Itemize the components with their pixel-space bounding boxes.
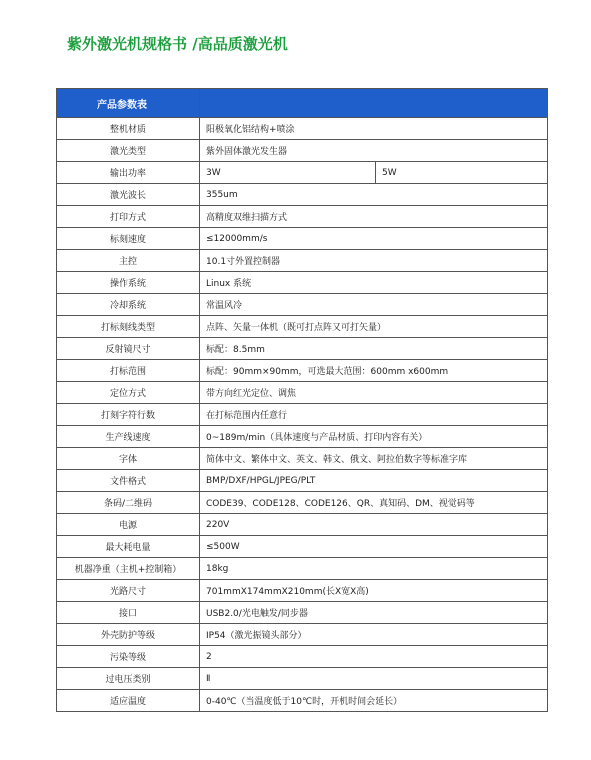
table-row [57,316,548,338]
row-label: 定位方式 [57,382,200,404]
table-row [57,118,548,140]
row-label: 激光类型 [57,140,200,162]
row-label: 接口 [57,602,200,624]
row-label: 反射镜尺寸 [57,338,200,360]
row-value: 阳极氧化铝结构+喷涂 [200,118,548,140]
row-label: 激光波长 [57,184,200,206]
row-label: 字体 [57,448,200,470]
row-value: 220V [200,514,548,536]
table-row [57,184,548,206]
table-row [57,448,548,470]
row-label: 整机材质 [57,118,200,140]
table-row [57,426,548,448]
row-label: 打印方式 [57,206,200,228]
table-row [57,668,548,690]
row-label: 过电压类别 [57,668,200,690]
table-row [57,228,548,250]
row-value: 3W [200,162,376,184]
table-header-row [57,89,548,118]
row-label: 条码/二维码 [57,492,200,514]
row-value: Linux 系统 [200,272,548,294]
row-value: 常温风冷 [200,294,548,316]
row-value: CODE39、CODE128、CODE126、QR、真知码、DM、视觉码等 [200,492,548,514]
row-value: USB2.0/光电触发/同步器 [200,602,548,624]
row-label: 打刻字符行数 [57,404,200,426]
row-value: 标配：90mm×90mm，可选最大范围：600mm x600mm [200,360,548,382]
row-label: 打标刻线类型 [57,316,200,338]
row-label: 标刻速度 [57,228,200,250]
row-label: 文件格式 [57,470,200,492]
row-value: 简体中文、繁体中文、英文、韩文、俄文、阿拉伯数字等标准字库 [200,448,548,470]
row-value-secondary: 5W [376,162,548,184]
row-label: 机器净重（主机+控制箱） [57,558,200,580]
table-row [57,140,548,162]
row-label: 操作系统 [57,272,200,294]
row-value: 18kg [200,558,548,580]
table-row [57,558,548,580]
row-label: 污染等级 [57,646,200,668]
table-row [57,338,548,360]
row-value: 紫外固体激光发生器 [200,140,548,162]
row-value: 701mmX174mmX210mm(长X宽X高) [200,580,548,602]
table-row [57,272,548,294]
table-header: 产品参数表 [57,89,200,118]
table-row [57,492,548,514]
table-row [57,404,548,426]
row-label: 电源 [57,514,200,536]
row-value: Ⅱ [200,668,548,690]
row-label: 打标范围 [57,360,200,382]
row-value: 点阵、矢量一体机（既可打点阵又可打矢量） [200,316,548,338]
row-value: 0~189m/min（具体速度与产品材质、打印内容有关） [200,426,548,448]
row-label: 最大耗电量 [57,536,200,558]
table-row [57,624,548,646]
row-value: 标配：8.5mm [200,338,548,360]
row-label: 冷却系统 [57,294,200,316]
table-row [57,646,548,668]
row-label: 生产线速度 [57,426,200,448]
table-row [57,690,548,712]
row-value: 在打标范围内任意行 [200,404,548,426]
row-label: 外壳防护等级 [57,624,200,646]
table-row [57,470,548,492]
table-row [57,250,548,272]
row-value: ≤500W [200,536,548,558]
page-title: 紫外激光机规格书 /高品质激光机 [67,35,288,53]
row-value: 355um [200,184,548,206]
row-value: ≤12000mm/s [200,228,548,250]
table-row [57,360,548,382]
table-row [57,580,548,602]
row-label: 适应温度 [57,690,200,712]
row-label: 光路尺寸 [57,580,200,602]
table-header-empty [200,89,548,118]
table-row [57,602,548,624]
row-value: 带方向红光定位、调焦 [200,382,548,404]
table-row [57,382,548,404]
row-value: 10.1寸外置控制器 [200,250,548,272]
row-value: BMP/DXF/HPGL/JPEG/PLT [200,470,548,492]
row-value: 2 [200,646,548,668]
table-row [57,536,548,558]
row-value: 高精度双维扫描方式 [200,206,548,228]
spec-table [56,88,548,712]
table-row [57,294,548,316]
row-label: 输出功率 [57,162,200,184]
table-row [57,206,548,228]
row-value: 0-40℃（当温度低于10℃时，开机时间会延长） [200,690,548,712]
table-row [57,514,548,536]
row-label: 主控 [57,250,200,272]
table-row [57,162,548,184]
row-value: IP54（激光振镜头部分） [200,624,548,646]
